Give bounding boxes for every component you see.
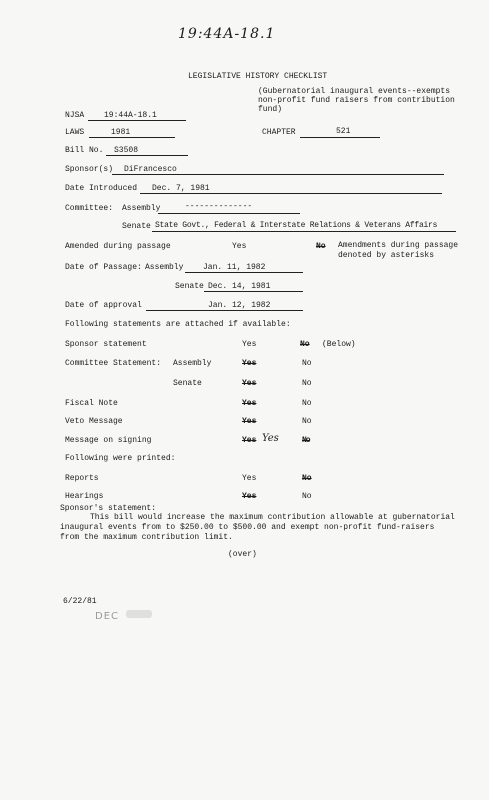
njsa-value: 19:44A-18.1	[104, 111, 157, 120]
sponsor-statement-heading: Sponsor's statement:	[60, 504, 157, 513]
committee-assembly-yes-crossed: Yes	[242, 359, 257, 368]
sponsor-statement-yes: Yes	[242, 340, 257, 349]
committee-senate-yes-crossed: Yes	[242, 379, 257, 388]
committee-senate-value: State Govt., Federal & Interstate Relations & Veterans Affairs	[155, 221, 438, 230]
veto-message-label: Veto Message	[65, 417, 123, 426]
committee-assembly-underline	[158, 213, 300, 214]
chapter-underline	[300, 137, 380, 138]
signing-message-no-crossed: No	[302, 436, 310, 445]
bill-number-label: Bill No.	[65, 146, 104, 155]
fiscal-note-label: Fiscal Note	[65, 399, 118, 408]
approval-label: Date of approval	[65, 301, 142, 310]
signing-message-label: Message on signing	[65, 436, 152, 445]
date-introduced-underline	[140, 193, 442, 194]
passage-senate-underline	[204, 291, 303, 292]
date-introduced-value: Dec. 7, 1981	[152, 184, 210, 193]
passage-senate-value: Dec. 14, 1981	[208, 282, 271, 291]
passage-assembly-value: Jan. 11, 1982	[203, 263, 266, 272]
passage-assembly-label: Assembly	[145, 263, 184, 272]
sponsor-statement-label: Sponsor statement	[65, 340, 147, 349]
chapter-label: CHAPTER	[262, 128, 296, 137]
committee-assembly-value: --------------	[185, 202, 253, 211]
committee-label: Committee:	[65, 204, 114, 213]
veto-message-no: No	[302, 417, 312, 426]
amended-no-crossed: No	[316, 242, 326, 251]
signing-message-yes-crossed: Yes	[242, 436, 257, 445]
signing-message-handwritten-yes: Yes	[262, 433, 279, 444]
committee-senate-underline	[152, 231, 456, 232]
committee-assembly-label: Assembly	[122, 204, 161, 213]
passage-senate-label: Senate	[175, 282, 204, 291]
approval-value: Jan. 12, 1982	[208, 301, 271, 310]
laws-value: 1981	[111, 128, 131, 137]
sponsor-value: DiFrancesco	[124, 165, 177, 174]
amended-label: Amended during passage	[65, 242, 171, 251]
attached-heading: Following statements are attached if available:	[65, 320, 291, 329]
sponsor-underline	[112, 174, 444, 175]
passage-assembly-underline	[185, 272, 303, 273]
sponsor-statement-extra: (Below)	[322, 340, 356, 349]
committee-statement-senate-label: Senate	[173, 379, 202, 388]
bill-description	[258, 87, 468, 114]
njsa-underline	[88, 120, 186, 121]
veto-message-yes-crossed: Yes	[242, 417, 257, 426]
printed-heading: Following were printed:	[65, 454, 176, 463]
committee-assembly-no: No	[302, 359, 312, 368]
sponsor-statement-line-1: This bill would increase the maximum contribution allowable at gubernatorial	[90, 513, 455, 522]
amended-note-text: Amendments during passage denoted by asterisks	[338, 241, 459, 260]
hearings-no: No	[302, 492, 312, 501]
handwritten-statute-number: 19:44A-18.1	[178, 26, 276, 42]
sponsor-statement-line-2: inaugural events from to $250.00 to $500.00 and exempt non-profit fund-raisers	[60, 523, 435, 532]
fiscal-note-no: No	[302, 399, 312, 408]
committee-statement-assembly-label: Assembly	[173, 359, 212, 368]
bill-number-underline	[106, 155, 188, 156]
over-indicator: (over)	[228, 550, 257, 559]
approval-underline	[146, 310, 303, 311]
hearings-yes-crossed: Yes	[242, 492, 257, 501]
bill-description-text: (Gubernatorial inaugural events--exempts non-profit fund raisers from contribution fund)	[258, 87, 455, 114]
laws-underline	[89, 137, 175, 138]
passage-label: Date of Passage:	[65, 263, 142, 272]
reports-label: Reports	[65, 474, 99, 483]
page-title: LEGISLATIVE HISTORY CHECKLIST	[188, 72, 328, 81]
fiscal-note-yes-crossed: Yes	[242, 399, 257, 408]
hearings-label: Hearings	[65, 492, 104, 501]
sponsor-statement-no-crossed: No	[300, 340, 310, 349]
date-introduced-label: Date Introduced	[65, 184, 138, 193]
bill-number-value: S3508	[114, 146, 139, 155]
amended-yes: Yes	[232, 242, 247, 251]
sponsor-label: Sponsor(s)	[65, 165, 114, 174]
reports-no-crossed: No	[302, 474, 312, 483]
footer-date: 6/22/81	[63, 597, 97, 606]
stamp-smudge	[126, 610, 152, 618]
amended-note	[338, 241, 462, 261]
sponsor-statement-line-3: from the maximum contribution limit.	[60, 533, 233, 542]
committee-senate-no: No	[302, 379, 312, 388]
chapter-value: 521	[336, 127, 351, 136]
received-stamp: DEC	[95, 611, 120, 622]
njsa-label: NJSA	[65, 111, 85, 120]
committee-statement-label: Committee Statement:	[65, 359, 162, 368]
laws-label: LAWS	[65, 128, 85, 137]
committee-senate-label: Senate	[122, 222, 151, 231]
reports-yes: Yes	[242, 474, 257, 483]
